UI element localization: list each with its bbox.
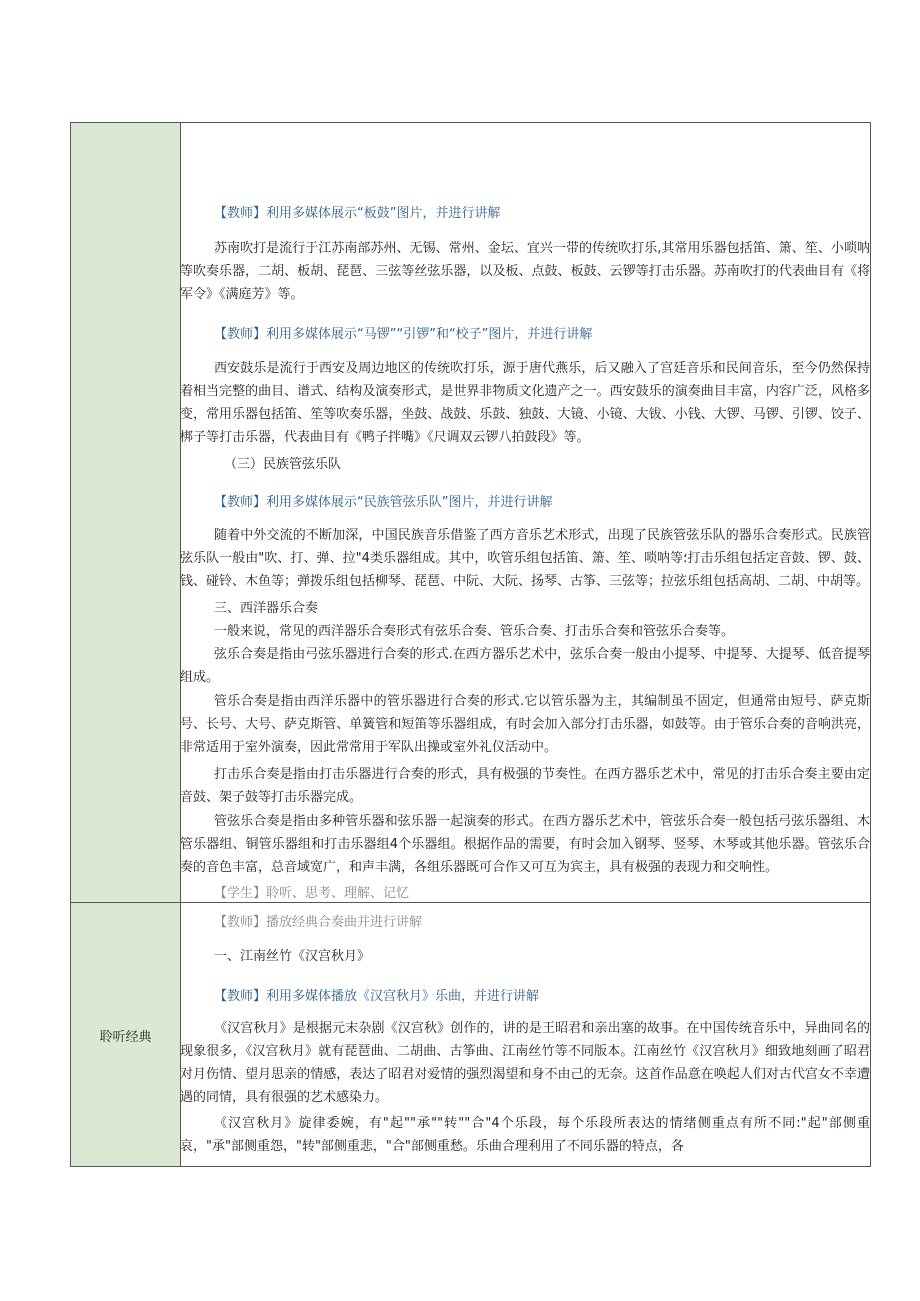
student-note: 【学生】聆听、思考、理解、记忆 [214, 886, 410, 901]
paragraph: 弦乐合奏是指由弓弦乐器进行合奏的形式.在西方器乐艺术中，弦乐合奏一般由小提琴、中提琴、大提琴、低音提琴组成。 [180, 647, 870, 685]
paragraph: 苏南吹打是流行于江苏南部苏州、无锡、常州、金坛、宜兴一带的传统吹打乐,其常用乐器包括笛、箫、笙、小唢呐等吹奏乐器，二胡、板胡、琵琶、三弦等丝弦乐器，以及板、点鼓、板鼓、云锣等打击乐器。苏南吹打的代表曲目有《将军令》《满庭芳》等。 [180, 241, 870, 302]
section-heading: 一、江南丝竹《汉宫秋月》 [214, 949, 371, 964]
row1-label-cell [71, 123, 180, 902]
paragraph: 随着中外交流的不断加深，中国民族音乐借鉴了西方音乐艺术形式，出现了民族管弦乐队的器乐合奏形式。民族管弦乐队一般由"吹、打、弹、拉"4类乐器组成。其中，吹管乐组包括笛、箫、笙、唢呐等؛打击乐组包括定音鼓、锣、鼓、钱、碰铃、木鱼等；弹拨乐组包括柳琴、琵琶、中阮、大阮、扬琴、古筝、三弦等；拉弦乐组包括高胡、二胡、中胡等。 [180, 528, 870, 589]
paragraph: 一般来说，常见的西洋器乐合奏形式有弦乐合奏、管乐合奏、打击乐合奏和管弦乐合奏等。 [214, 624, 735, 639]
paragraph: 西安鼓乐是流行于西安及周边地区的传统吹打乐，源于唐代燕乐，后又融入了宫廷音乐和民间音乐，至今仍然保持着相当完整的曲目、谱式、结构及演奏形式，是世界非物质文化遗产之一。西安鼓乐的演奏曲目丰富，内容广泛，风格多变，常用乐器包括笛、笙等吹奏乐器，坐鼓、战鼓、乐鼓、独鼓、大镜、小镜、大钹、小钱、大锣、马锣、引锣、饺子、梆子等打击乐器，代表曲目有《鸭子拌嘴》《尺调双云锣八拍鼓段》等。 [180, 361, 870, 445]
teacher-note: 【教师】利用多媒体展示“板鼓”图片，并进行讲解 [214, 206, 501, 221]
teacher-note: 【教师】利用多媒体播放《汉宫秋月》乐曲，并进行讲解 [214, 989, 540, 1004]
paragraph: 《汉宫秋月》旋律委婉，有"起""承""转""合"4个乐段，每个乐段所表达的情绪侧重点有所不同:"起"部侧重哀，"承"部侧重怨，"转"部侧重悲，"合"部侧重愁。乐曲合理利用了不同乐器的特点，各 [180, 1116, 870, 1154]
teacher-note: 【教师】播放经典合奏曲并进行讲解 [214, 915, 423, 930]
paragraph: 《汉宫秋月》是根据元末杂剧《汉宫秋》创作的，讲的是王昭君和亲出塞的故事。在中国传统音乐中，异曲同名的现象很多，《汉宫秋月》就有琵琶曲、二胡曲、古筝曲、江南丝竹等不同版本。江南丝竹《汉宫秋月》细致地刻画了昭君对月伤情、望月思亲的情感，表达了昭君对爱情的强烈渴望和身不由己的无奈。这首作品意在唤起人们对古代宫女不幸遭遇的同情，具有很强的艺术感染力。 [180, 1021, 870, 1105]
teacher-note: 【教师】利用多媒体展示“民族管弦乐队”图片，并进行讲解 [214, 495, 553, 510]
paragraph: 打击乐合奏是指由打击乐器进行合奏的形式，具有极强的节奏性。在西方器乐艺术中，常见的打击乐合奏主要由定音鼓、架子鼓等打击乐器完成。 [180, 767, 870, 805]
paragraph: 管乐合奏是指由西洋乐器中的管乐器进行合奏的形式.它以管乐器为主，其编制虽不固定，但通常由短号、萨克斯号、长号、大号、萨克斯管、单簧管和短笛等乐器组成，有时会加入部分打击乐器，如鼓等。由于管乐合奏的音响洪亮，非常适用于室外演奏，因此常常用于军队出操或室外礼仪活动中。 [180, 694, 870, 755]
row2-label: 聆听经典 [99, 1030, 152, 1045]
section-heading: （三）民族管弦乐队 [224, 457, 342, 472]
teacher-note: 【教师】利用多媒体展示“马锣”“引锣”和“校子”图片，并进行讲解 [214, 327, 593, 342]
section-heading: 三、西洋器乐合奏 [214, 601, 319, 616]
paragraph: 管弦乐合奏是指由多种管乐器和弦乐器一起演奏的形式。在西方器乐艺术中，管弦乐合奏一般包括弓弦乐器组、木管乐器组、铜管乐器组和打击乐器组4个乐器组。根据作品的需要，有时会加入钢琴、竖琴、木琴或其他乐器。管弦乐合奏的音色丰富，总音域宽广，和声丰满，各组乐器既可合作又可互为宾主，具有极强的表现力和交响性。 [180, 814, 870, 875]
